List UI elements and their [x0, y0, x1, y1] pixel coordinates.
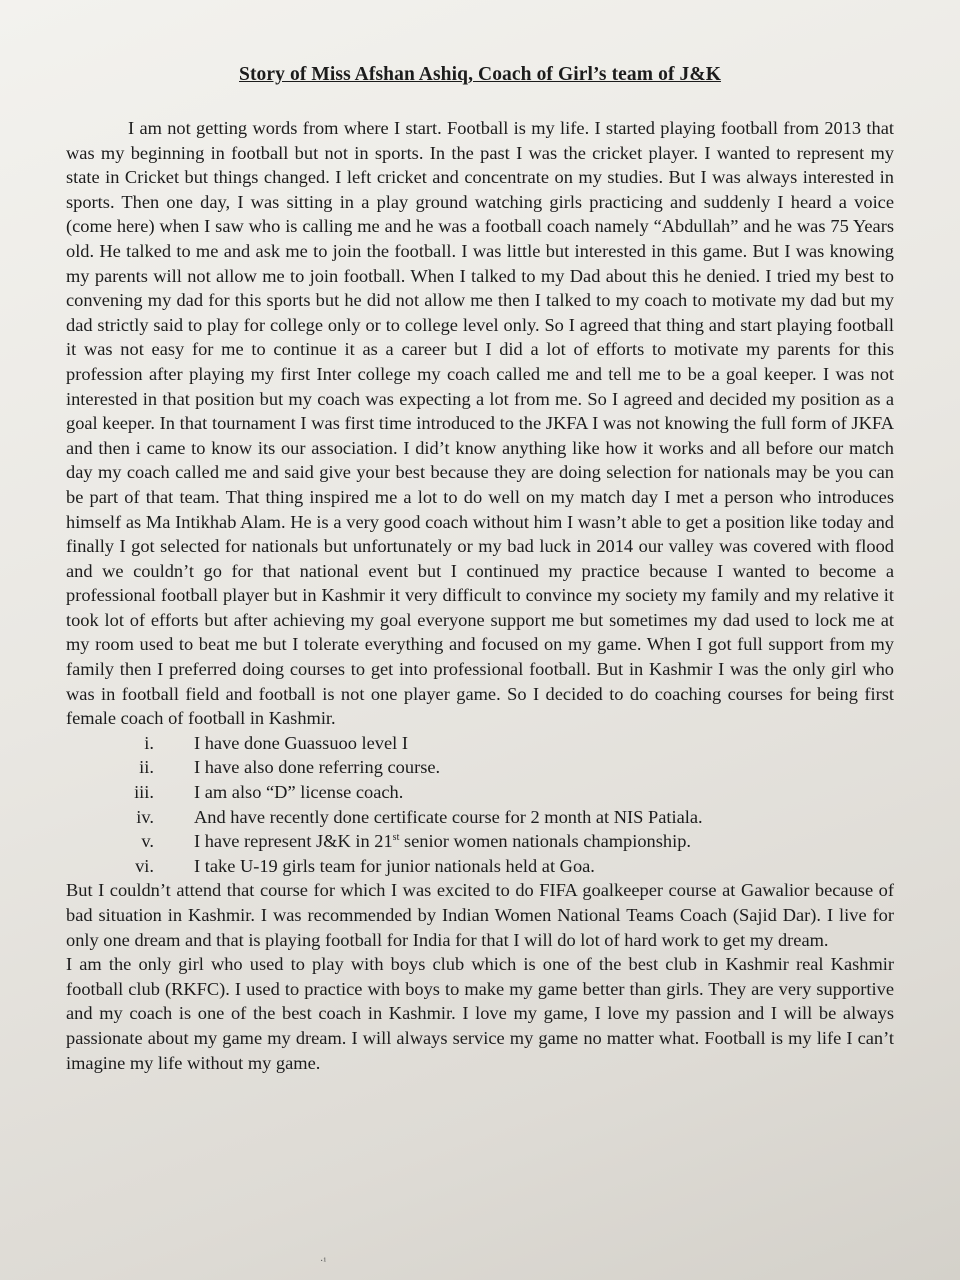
ordinal-suffix: st [392, 832, 400, 844]
list-item [66, 780, 894, 805]
list-item-text: And have recently done certificate course for 2 month at NIS Patiala. [194, 806, 703, 827]
list-item [66, 731, 894, 756]
list-item-text-after: senior women nationals championship. [399, 831, 691, 852]
list-item-number: vi. [135, 855, 154, 876]
list-item-text: I have done Guassuoo level I [194, 732, 408, 753]
paragraph-3: I am the only girl who used to play with boys club which is one of the best club in Kashmir real Kashmir football club (RKFC). I used to practice with boys to make my game better than girls. They are very supportive and my coach is one of the best coach in Kashmir. I love my game, I love my passion and I will be always passionate about my game my dream. I will always service my game no matter what. Football is my life I can’t imagine my life without my game. [66, 954, 894, 1073]
list-item-number: iii. [134, 782, 154, 803]
list-item-text [194, 829, 691, 854]
list-item-number: ii. [139, 757, 154, 778]
list-item-text: I am also “D” license coach. [194, 782, 404, 803]
list-item [66, 854, 894, 879]
paragraph-1: I am not getting words from where I start. Football is my life. I started playing football from 2013 that was my beginning in football but not in sports. In the past I was the cricket player. I wanted to represent my state in Cricket but things changed. I left cricket and concentrate on my studies. But I was always interested in sports. Then one day, I was sitting in a play ground watching girls practicing and suddenly I heard a voice (come here) when I saw who is calling me and he was a football coach namely “Abdullah” and he was 75 Years old. He talked to me and ask me to join the football. I was little but interested in this game. But I was knowing my parents will not allow me to join football. When I talked to my Dad about this he denied. I tried my best to convening my dad for this sports but he did not allow me then I talked to my coach to motivate my dad but my dad strictly said to play for college only or to college level only. So I agreed that thing and start playing football it was not easy for me to continue it as a career but I did a lot of efforts to motivate my parents for this profession after playing my first Inter college my coach called me and tell me to be a goal keeper. I was not interested in that position but my coach was expecting a lot from me. So I agreed and decided my position as a goal keeper. In that tournament I was first time introduced to the JKFA I was not knowing the full form of JKFA and then i came to know its our association. I did’t know anything like how it works and all before our match day my coach called me and said give your best because they are doing selection for nationals may be you can be part of that team. That thing inspired me a lot to do well on my match day I met a person who introduces himself as Ma Intikhab Alam. He is a very good coach without him I wasn’t able to get a position like today and finally I got selected for nationals but unfortunately or my bad luck in 2014 our valley was covered with flood and we couldn’t go for that national event but I continued my practice because I wanted to become a professional football player but in Kashmir it very difficult to convince my society my family and my relative it took lot of efforts but after achieving my goal everyone support me but sometimes my dad used to lock me at my room used to beat me but I tolerate everything and focused on my game. When I got full support from my family then I preferred doing courses to get into professional football. But in Kashmir I was the only girl who was in football field and football is not one player game. So I decided to do coaching courses for being first female coach of football in Kashmir. [66, 118, 894, 729]
list-item-text: I take U-19 girls team for junior nationals held at Goa. [194, 855, 595, 876]
list-item-text-before: I have represent J&K in 21 [194, 831, 393, 852]
list-item [66, 829, 894, 854]
list-item-number: v. [141, 831, 154, 852]
list-item-text: I have also done referring course. [194, 757, 441, 778]
list-item-number: iv. [136, 806, 154, 827]
document-title: Story of Miss Afshan Ashiq, Coach of Girl’s team of J&K [239, 64, 721, 85]
list-item [66, 805, 894, 830]
list-item [66, 755, 894, 780]
paragraph-2: But I couldn’t attend that course for which I was excited to do FIFA goalkeeper course at Gawalior because of bad situation in Kashmir. I was recommended by Indian Women National Teams Coach (Sajid Dar). I live for only one dream and that is playing football for India for that I will do lot of hard work to get my dream. [66, 880, 894, 950]
list-item-number: i. [144, 732, 154, 753]
qualifications-list [66, 731, 894, 879]
page-mark: ·¹ [320, 1256, 327, 1267]
